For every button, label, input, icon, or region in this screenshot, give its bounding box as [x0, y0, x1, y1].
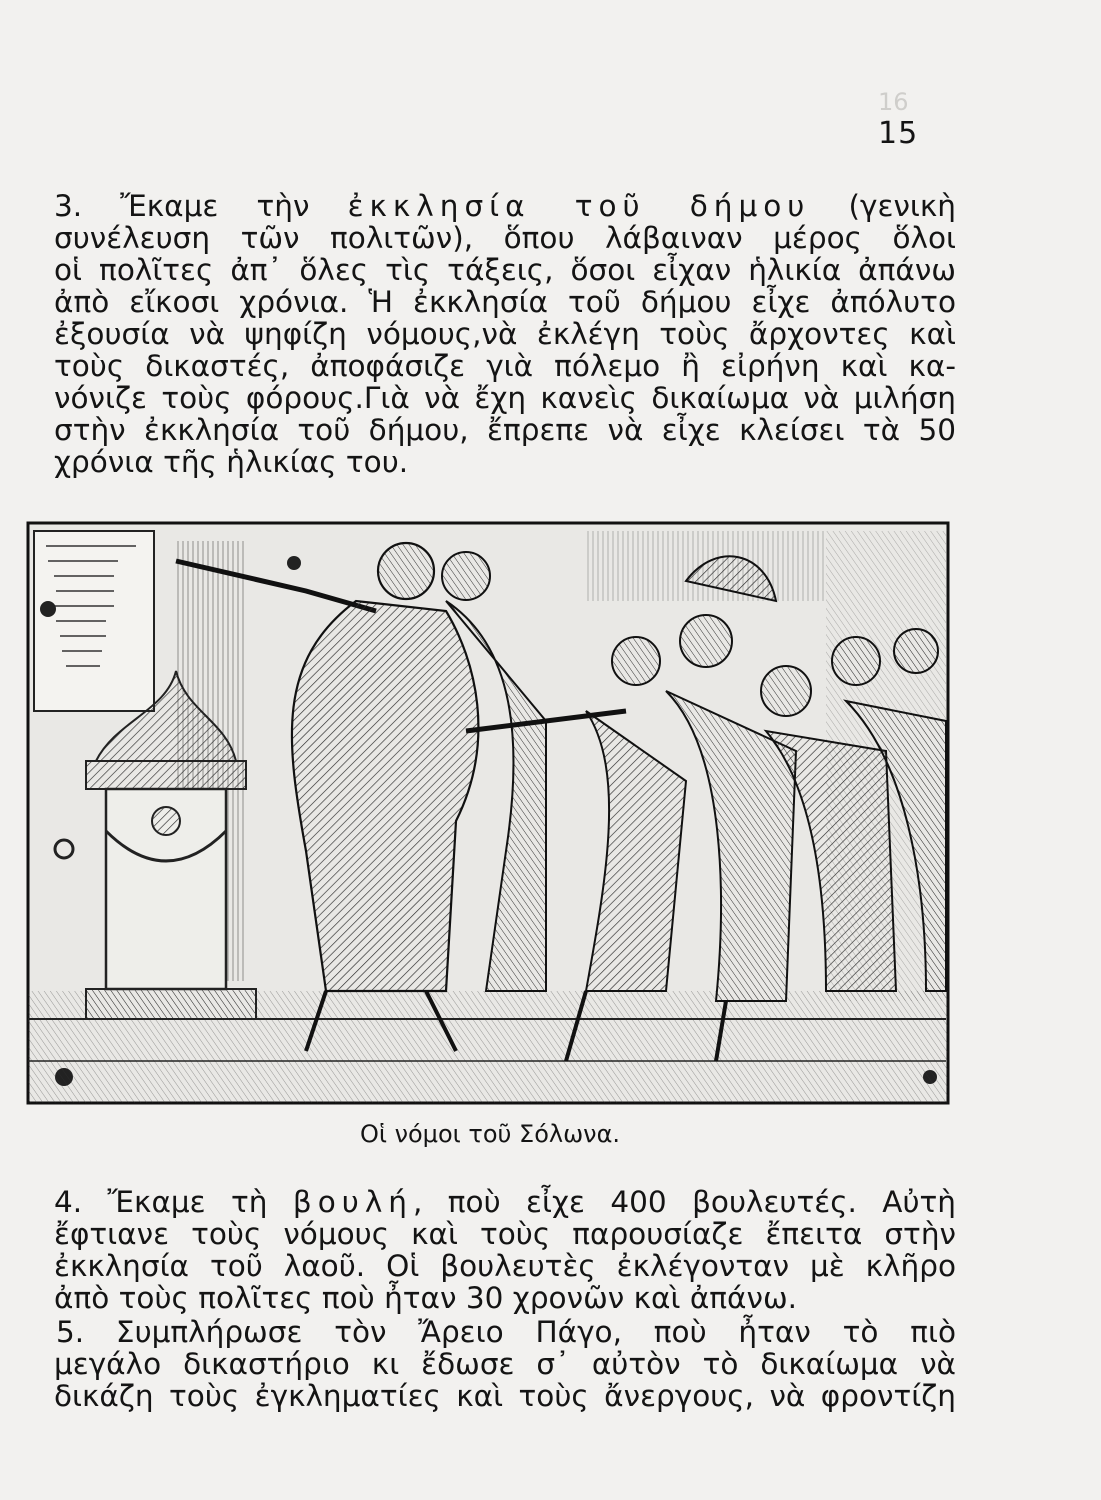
emphasized-term: ἐκκλησία τοῦ δήμου: [347, 189, 811, 223]
text-line: ἀπὸ τοὺς πολῖτες ποὺ ἦταν 30 χρονῶν καὶ ἀπάνω.: [54, 1281, 798, 1315]
text-line: τοὺς δικαστές, ἀποφάσιζε γιὰ πόλεμο ἢ εἰρήνη καὶ κα-: [54, 349, 956, 383]
text-line: συνέλευση τῶν πολιτῶν), ὅπου λάβαιναν μέρος ὅλοι: [54, 221, 956, 255]
text-line: ἐκκλησία τοῦ λαοῦ. Οἱ βουλευτὲς ἐκλέγονταν μὲ κλῆρο: [54, 1249, 956, 1283]
text-line: χρόνια τῆς ἡλικίας του.: [54, 445, 409, 479]
text-line: στὴν ἐκκλησία τοῦ δήμου, ἔπρεπε νὰ εἶχε κλείσει τὰ 50: [54, 413, 956, 447]
text-line: νόνιζε τοὺς φόρους.Γιὰ νὰ ἔχη κανεὶς δικαίωμα νὰ μιλήση: [54, 381, 956, 415]
text-run: , ποὺ εἶχε 400 βουλευτές. Αὐτὴ: [412, 1185, 956, 1219]
text-line: ἔφτιανε τοὺς νόμους καὶ τοὺς παρουσίαζε ἔπειτα στὴν: [54, 1217, 956, 1251]
section-5-paragraph: [54, 1316, 956, 1412]
solon-laws-illustration: [26, 521, 950, 1105]
text-run: 3. Ἔκαμε τὴν: [54, 189, 348, 223]
text-run: 4. Ἔκαμε τὴ: [54, 1185, 293, 1219]
figure-caption: Οἱ νόμοι τοῦ Σόλωνα.: [359, 1120, 621, 1148]
text-line: [54, 1186, 956, 1218]
emphasized-term: βουλή: [292, 1185, 413, 1219]
text-run: (γενικὴ: [810, 189, 956, 223]
section-3-paragraph: [54, 190, 956, 478]
text-line: δικάζη τοὺς ἐγκληματίες καὶ τοὺς ἄνεργους, νὰ φροντίζη: [54, 1379, 956, 1413]
text-line: μεγάλο δικαστήριο κι ἔδωσε σ᾿ αὐτὸν τὸ δικαίωμα νὰ: [54, 1347, 956, 1381]
text-line: 5. Συμπλήρωσε τὸν Ἄρειο Πάγο, ποὺ ἦταν τὸ πιὸ: [56, 1315, 956, 1349]
section-4-paragraph: [54, 1186, 956, 1314]
text-line: οἱ πολῖτες ἀπ᾿ ὅλες τὶς τάξεις, ὅσοι εἶχαν ἡλικία ἀπάνω: [54, 253, 956, 287]
bleed-through-page-number: 16: [878, 88, 909, 116]
engraving-image: [26, 521, 950, 1105]
text-line: [54, 190, 956, 222]
text-line: ἐξουσία νὰ ψηφίζη νόμους,νὰ ἐκλέγη τοὺς ἄρχοντες καὶ: [54, 317, 956, 351]
page-number: 15: [878, 116, 919, 151]
text-line: ἀπὸ εἴκοσι χρόνια. Ἡ ἐκκλησία τοῦ δήμου εἶχε ἀπόλυτο: [54, 285, 956, 319]
